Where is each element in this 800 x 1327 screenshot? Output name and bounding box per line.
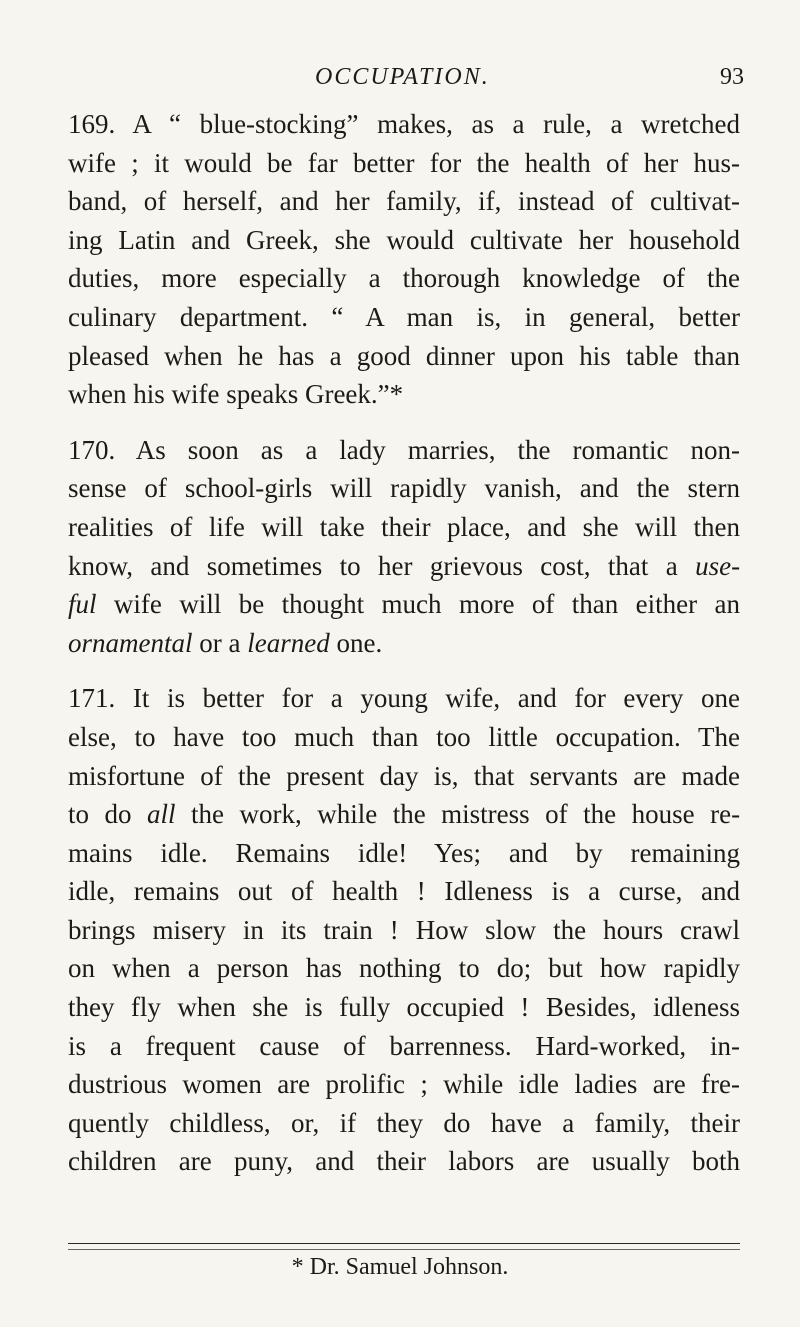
text-line: idle, remains out of health ! Idleness is a curse, and	[68, 876, 740, 907]
text-line: wife ; it would be far better for the health of her hus-	[68, 147, 740, 178]
text-line: realities of life will take their place, and she will then	[68, 511, 740, 542]
text-line: on when a person has nothing to do; but how rapidly	[68, 953, 740, 984]
italic-word: ful	[68, 589, 97, 620]
running-head	[0, 64, 800, 104]
text-line: children are puny, and their labors are usually both	[68, 1146, 740, 1177]
text-line: ing Latin and Greek, she would cultivate her household	[68, 224, 740, 255]
text-line: dustrious women are prolific ; while idle ladies are fre-	[68, 1069, 740, 1100]
text-line: misfortune of the present day is, that servants are made	[68, 760, 740, 791]
text-line: they fly when she is fully occupied ! Besides, idleness	[68, 992, 740, 1023]
page-number: 93	[720, 64, 744, 90]
text-line: brings misery in its train ! How slow the hours crawl	[68, 914, 740, 945]
text-line: mains idle. Remains idle! Yes; and by remaining	[68, 837, 740, 868]
text-line: know, and sometimes to her grievous cost, that a use-	[68, 550, 741, 581]
text-line: to do all the work, while the mistress of the house re-	[68, 799, 741, 830]
text-line: sense of school-girls will rapidly vanish, and the stern	[68, 473, 740, 504]
running-title: OCCUPATION.	[315, 64, 490, 90]
paragraph-171	[68, 679, 740, 1181]
text-line: culinary department. “ A man is, in general, better	[68, 301, 740, 332]
italic-word: use-	[695, 550, 741, 581]
text-line: 171. It is better for a young wife, and for every one	[68, 683, 740, 714]
text-line: ful wife will be thought much more of than either an	[68, 589, 741, 620]
text-line: ornamental or a learned one.	[68, 627, 383, 658]
text-line: pleased when he has a good dinner upon his table than	[68, 340, 740, 371]
footnote: * Dr. Samuel Johnson.	[291, 1254, 509, 1280]
italic-word: all	[146, 799, 176, 830]
text-line: duties, more especially a thorough knowledge of the	[68, 263, 740, 294]
footnote-rule	[68, 1243, 740, 1244]
italic-word: ornamental	[68, 627, 193, 658]
body-text	[68, 105, 740, 1198]
text-line: when his wife speaks Greek.”*	[68, 379, 404, 410]
text-line: else, to have too much than too little occupation. The	[68, 721, 740, 752]
footnote-rule-thin	[68, 1249, 740, 1250]
text-line: 169. A “ blue-stocking” makes, as a rule, a wretched	[68, 109, 740, 139]
text-line: is a frequent cause of barrenness. Hard-worked, in-	[68, 1030, 740, 1061]
italic-word: learned	[247, 627, 330, 658]
text-line: 170. As soon as a lady marries, the romantic non-	[68, 434, 740, 465]
text-line: quently childless, or, if they do have a family, their	[68, 1107, 740, 1138]
paragraph-170	[68, 431, 740, 663]
paragraph-169	[68, 105, 740, 414]
text-line: band, of herself, and her family, if, instead of cultivat-	[68, 186, 740, 217]
